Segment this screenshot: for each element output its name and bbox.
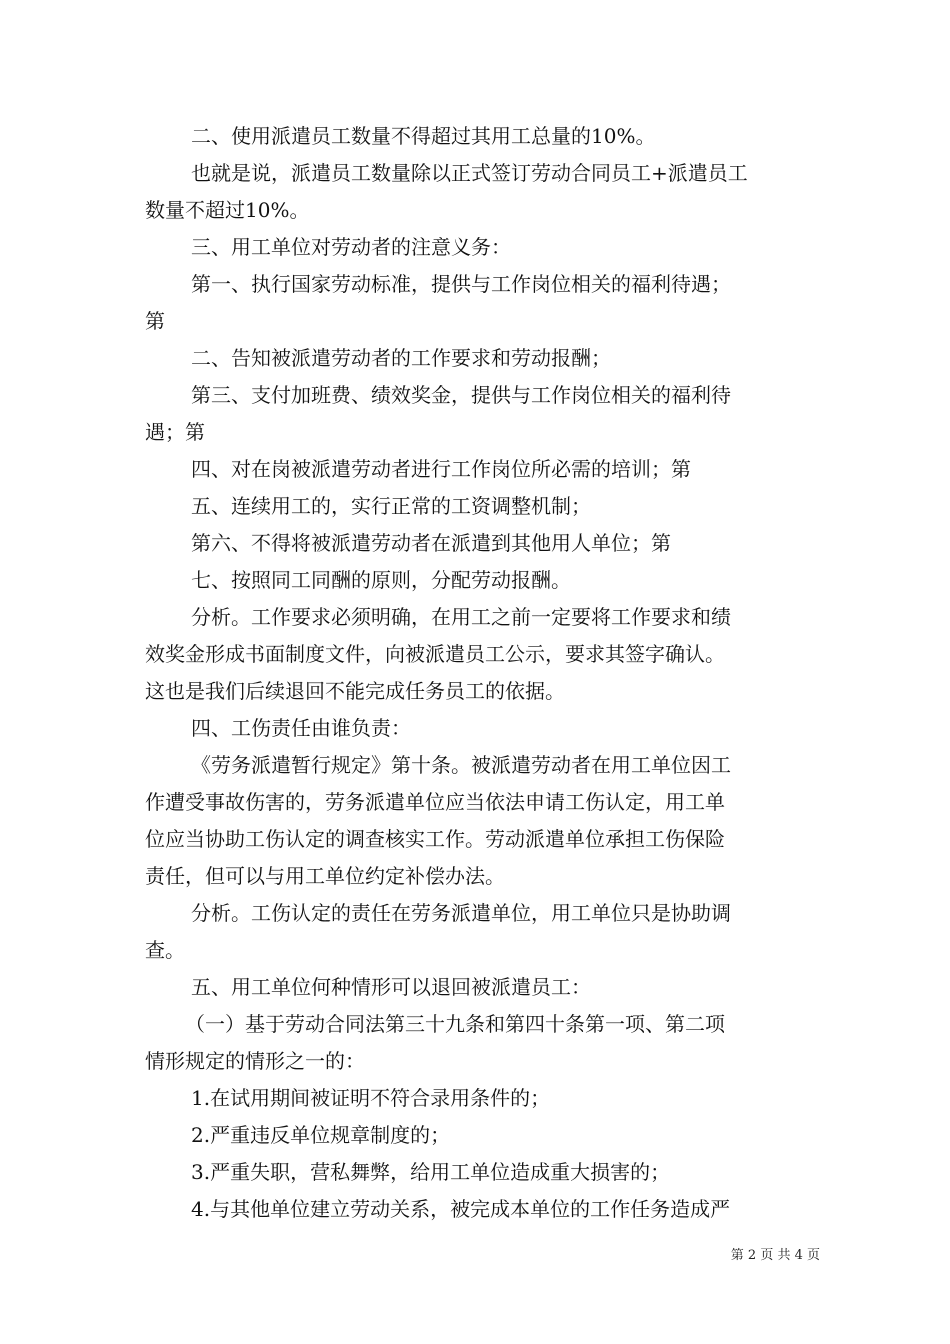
paragraph-line: 二、使用派遣员工数量不得超过其用工总量的10%。 (191, 124, 656, 148)
paragraph-line: 这也是我们后续退回不能完成任务员工的依据。 (145, 679, 565, 703)
list-item: 4.与其他单位建立劳动关系，被完成本单位的工作任务造成严 (191, 1197, 731, 1221)
paragraph-line: 七、按照同工同酬的原则，分配劳动报酬。 (191, 568, 571, 592)
list-item: 2.严重违反单位规章制度的； (191, 1123, 451, 1147)
paragraph-line: 分析。工伤认定的责任在劳务派遣单位，用工单位只是协助调 (191, 901, 731, 925)
paragraph-line: （一）基于劳动合同法第三十九条和第四十条第一项、第二项 (185, 1012, 725, 1036)
paragraph-line: 位应当协助工伤认定的调查核实工作。劳动派遣单位承担工伤保险 (145, 827, 725, 851)
paragraph-line: 第 (145, 309, 165, 333)
paragraph-line: 《劳务派遣暂行规定》第十条。被派遣劳动者在用工单位因工 (191, 753, 731, 777)
paragraph-line: 数量不超过10%。 (145, 198, 310, 222)
paragraph-line: 第六、不得将被派遣劳动者在派遣到其他用人单位；第 (191, 531, 671, 555)
paragraph-line: 效奖金形成书面制度文件，向被派遣员工公示，要求其签字确认。 (145, 642, 725, 666)
section-heading: 三、用工单位对劳动者的注意义务： (191, 235, 511, 259)
paragraph-line: 第一、执行国家劳动标准，提供与工作岗位相关的福利待遇； (191, 272, 731, 296)
document-body (145, 118, 813, 1228)
paragraph-line: 遇；第 (145, 420, 205, 444)
paragraph-line: 分析。工作要求必须明确，在用工之前一定要将工作要求和绩 (191, 605, 731, 629)
list-item: 1.在试用期间被证明不符合录用条件的； (191, 1086, 551, 1110)
paragraph-line: 情形规定的情形之一的： (145, 1049, 365, 1073)
paragraph-line: 第三、支付加班费、绩效奖金，提供与工作岗位相关的福利待 (191, 383, 731, 407)
paragraph-line: 作遭受事故伤害的，劳务派遣单位应当依法申请工伤认定，用工单 (145, 790, 725, 814)
paragraph-line: 五、连续用工的，实行正常的工资调整机制； (191, 494, 591, 518)
paragraph-line: 查。 (145, 938, 185, 962)
section-heading: 四、工伤责任由谁负责： (191, 716, 411, 740)
section-heading: 五、用工单位何种情形可以退回被派遣员工： (191, 975, 591, 999)
page-number: 第 2 页 共 4 页 (730, 1248, 820, 1263)
paragraph-line: 四、对在岗被派遣劳动者进行工作岗位所必需的培训；第 (191, 457, 691, 481)
list-item: 3.严重失职，营私舞弊，给用工单位造成重大损害的； (191, 1160, 671, 1184)
paragraph-line: 二、告知被派遣劳动者的工作要求和劳动报酬； (191, 346, 611, 370)
paragraph-line: 责任，但可以与用工单位约定补偿办法。 (145, 864, 505, 888)
paragraph-line: 也就是说，派遣员工数量除以正式签订劳动合同员工+派遣员工 (191, 161, 748, 185)
